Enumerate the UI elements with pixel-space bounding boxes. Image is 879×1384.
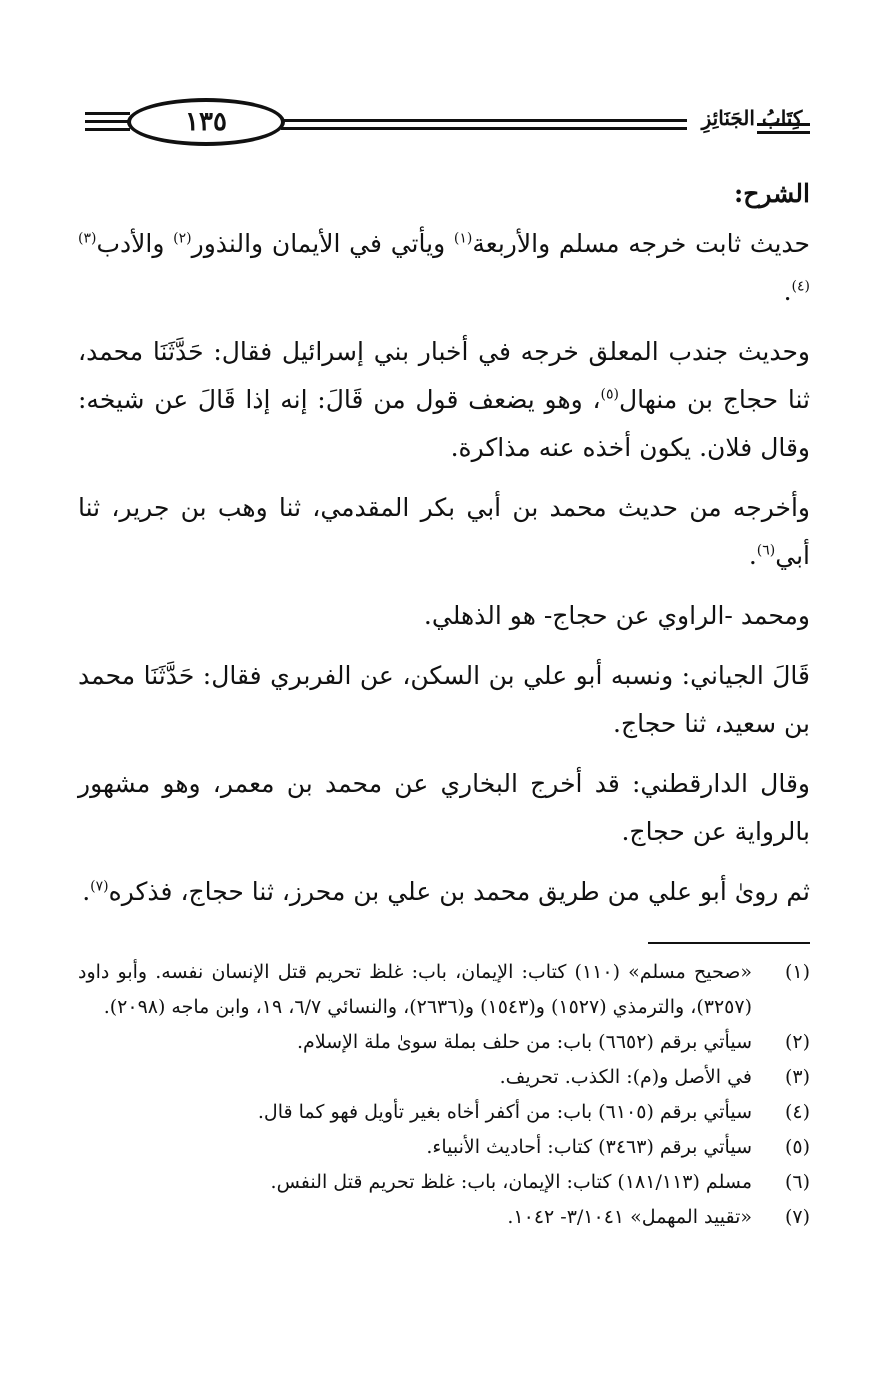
footnote-number: (٤) [784,1101,810,1123]
footnote-item [78,955,810,1025]
paragraph-6 [78,760,810,856]
paragraph-2 [78,328,810,472]
paragraph-text: والأدب [96,229,174,258]
footnote-text: في الأصل و(م): الكذب. تحريف. [499,1066,752,1088]
paragraph-text: ثم روىٰ أبو علي من طريق محمد بن علي بن محرز، ثنا حجاج، فذكره [108,877,810,906]
paragraph-text: وحديث جندب المعلق خرجه في أخبار بني إسرائيل فقال: حَدَّثَنَا محمد، ثنا حجاج بن منهال [78,337,810,414]
footnote-text: سيأتي برقم (٦٦٥٢) باب: من حلف بملة سوىٰ ملة الإسلام. [297,1031,752,1053]
paragraph-text: . [783,277,792,306]
paragraph-text: حديث ثابت خرجه مسلم والأربعة [472,229,811,258]
main-text [78,170,810,928]
footnote-ref: (٢) [173,230,192,247]
footnote-item [78,1200,810,1235]
footnote-separator [648,942,810,944]
paragraph-1 [78,220,810,316]
header-rule-right-bottom [757,131,810,134]
header-rule-left-mid [85,120,130,123]
header-rule-left-top [85,112,130,115]
footnote-ref: (١) [453,230,473,247]
footnote-item [78,1165,810,1200]
paragraph-text: ، وهو يضعف قول من قَالَ: إنه إذا قَالَ عن شيخه: وقال فلان. يكون أخذه عنه مذاكرة. [78,385,810,462]
footnote-item [78,1060,810,1095]
footnote-text: سيأتي برقم (٣٤٦٣) كتاب: أحاديث الأنبياء. [426,1136,752,1158]
footnote-number: (٥) [784,1136,810,1158]
page-header [85,90,810,160]
footnote-text: «تقييد المهمل» ٣/١٠٤١- ١٠٤٢. [507,1206,752,1228]
paragraph-text: . [748,541,757,570]
footnote-text: «صحيح مسلم» (١١٠) كتاب: الإيمان، باب: غلظ تحريم قتل الإنسان نفسه. وأبو داود (٣٢٥٧)، والترمذي (١٥٢٧) و(١٥٤٣) و(٢٦٣٦)، والنسائي ٦/٧، ١٩، وابن ماجه (٢٠٩٨). [78,961,752,1018]
page-number: ١٣٥ [185,107,227,137]
footnote-number: (٦) [784,1171,810,1193]
footnote-text: سيأتي برقم (٦١٠٥) باب: من أكفر أخاه بغير تأويل فهو كما قال. [257,1101,752,1123]
footnote-item [78,1025,810,1060]
paragraph-text: قَالَ الجياني: ونسبه أبو علي بن السكن، عن الفربري فقال: حَدَّثَنَا محمد بن سعيد، ثنا حجاج. [78,661,810,738]
paragraph-text: وقال الدارقطني: قد أخرج البخاري عن محمد بن معمر، وهو مشهور بالرواية عن حجاج. [78,769,810,846]
footnote-ref: (٦) [756,542,776,559]
header-rule-middle-bottom [281,127,687,130]
paragraph-text: ومحمد -الراوي عن حجاج- هو الذهلي. [423,601,810,630]
page-number-frame [127,98,285,146]
footnotes [78,955,810,1235]
footnote-number: (٣) [784,1066,810,1088]
paragraph-5 [78,652,810,748]
footnote-ref: (٧) [90,878,109,895]
footnote-number: (٧) [784,1206,810,1228]
footnote-ref: (٥) [600,386,619,403]
header-rule-middle-top [281,119,687,122]
footnote-number: (٢) [784,1031,810,1053]
paragraph-4 [78,592,810,640]
footnote-number: (١) [784,961,810,983]
footnote-item [78,1095,810,1130]
section-heading: الشرح: [733,179,810,208]
paragraph-text: وأخرجه من حديث محمد بن أبي بكر المقدمي، ثنا وهب بن جرير، ثنا أبي [78,493,810,570]
footnote-item [78,1130,810,1165]
header-rule-left-bottom [85,128,130,131]
paragraph-text: . [82,877,91,906]
paragraph-text: ويأتي في الأيمان والنذور [191,229,454,258]
paragraph-7 [78,868,810,916]
footnote-text: مسلم (١٨١/١١٣) كتاب: الإيمان، باب: غلظ تحريم قتل النفس. [270,1171,752,1193]
paragraph-3 [78,484,810,580]
footnote-ref: (٣)(٤) [78,230,810,295]
running-title: كِتَابُ الجَنَائِزِ [701,106,803,130]
